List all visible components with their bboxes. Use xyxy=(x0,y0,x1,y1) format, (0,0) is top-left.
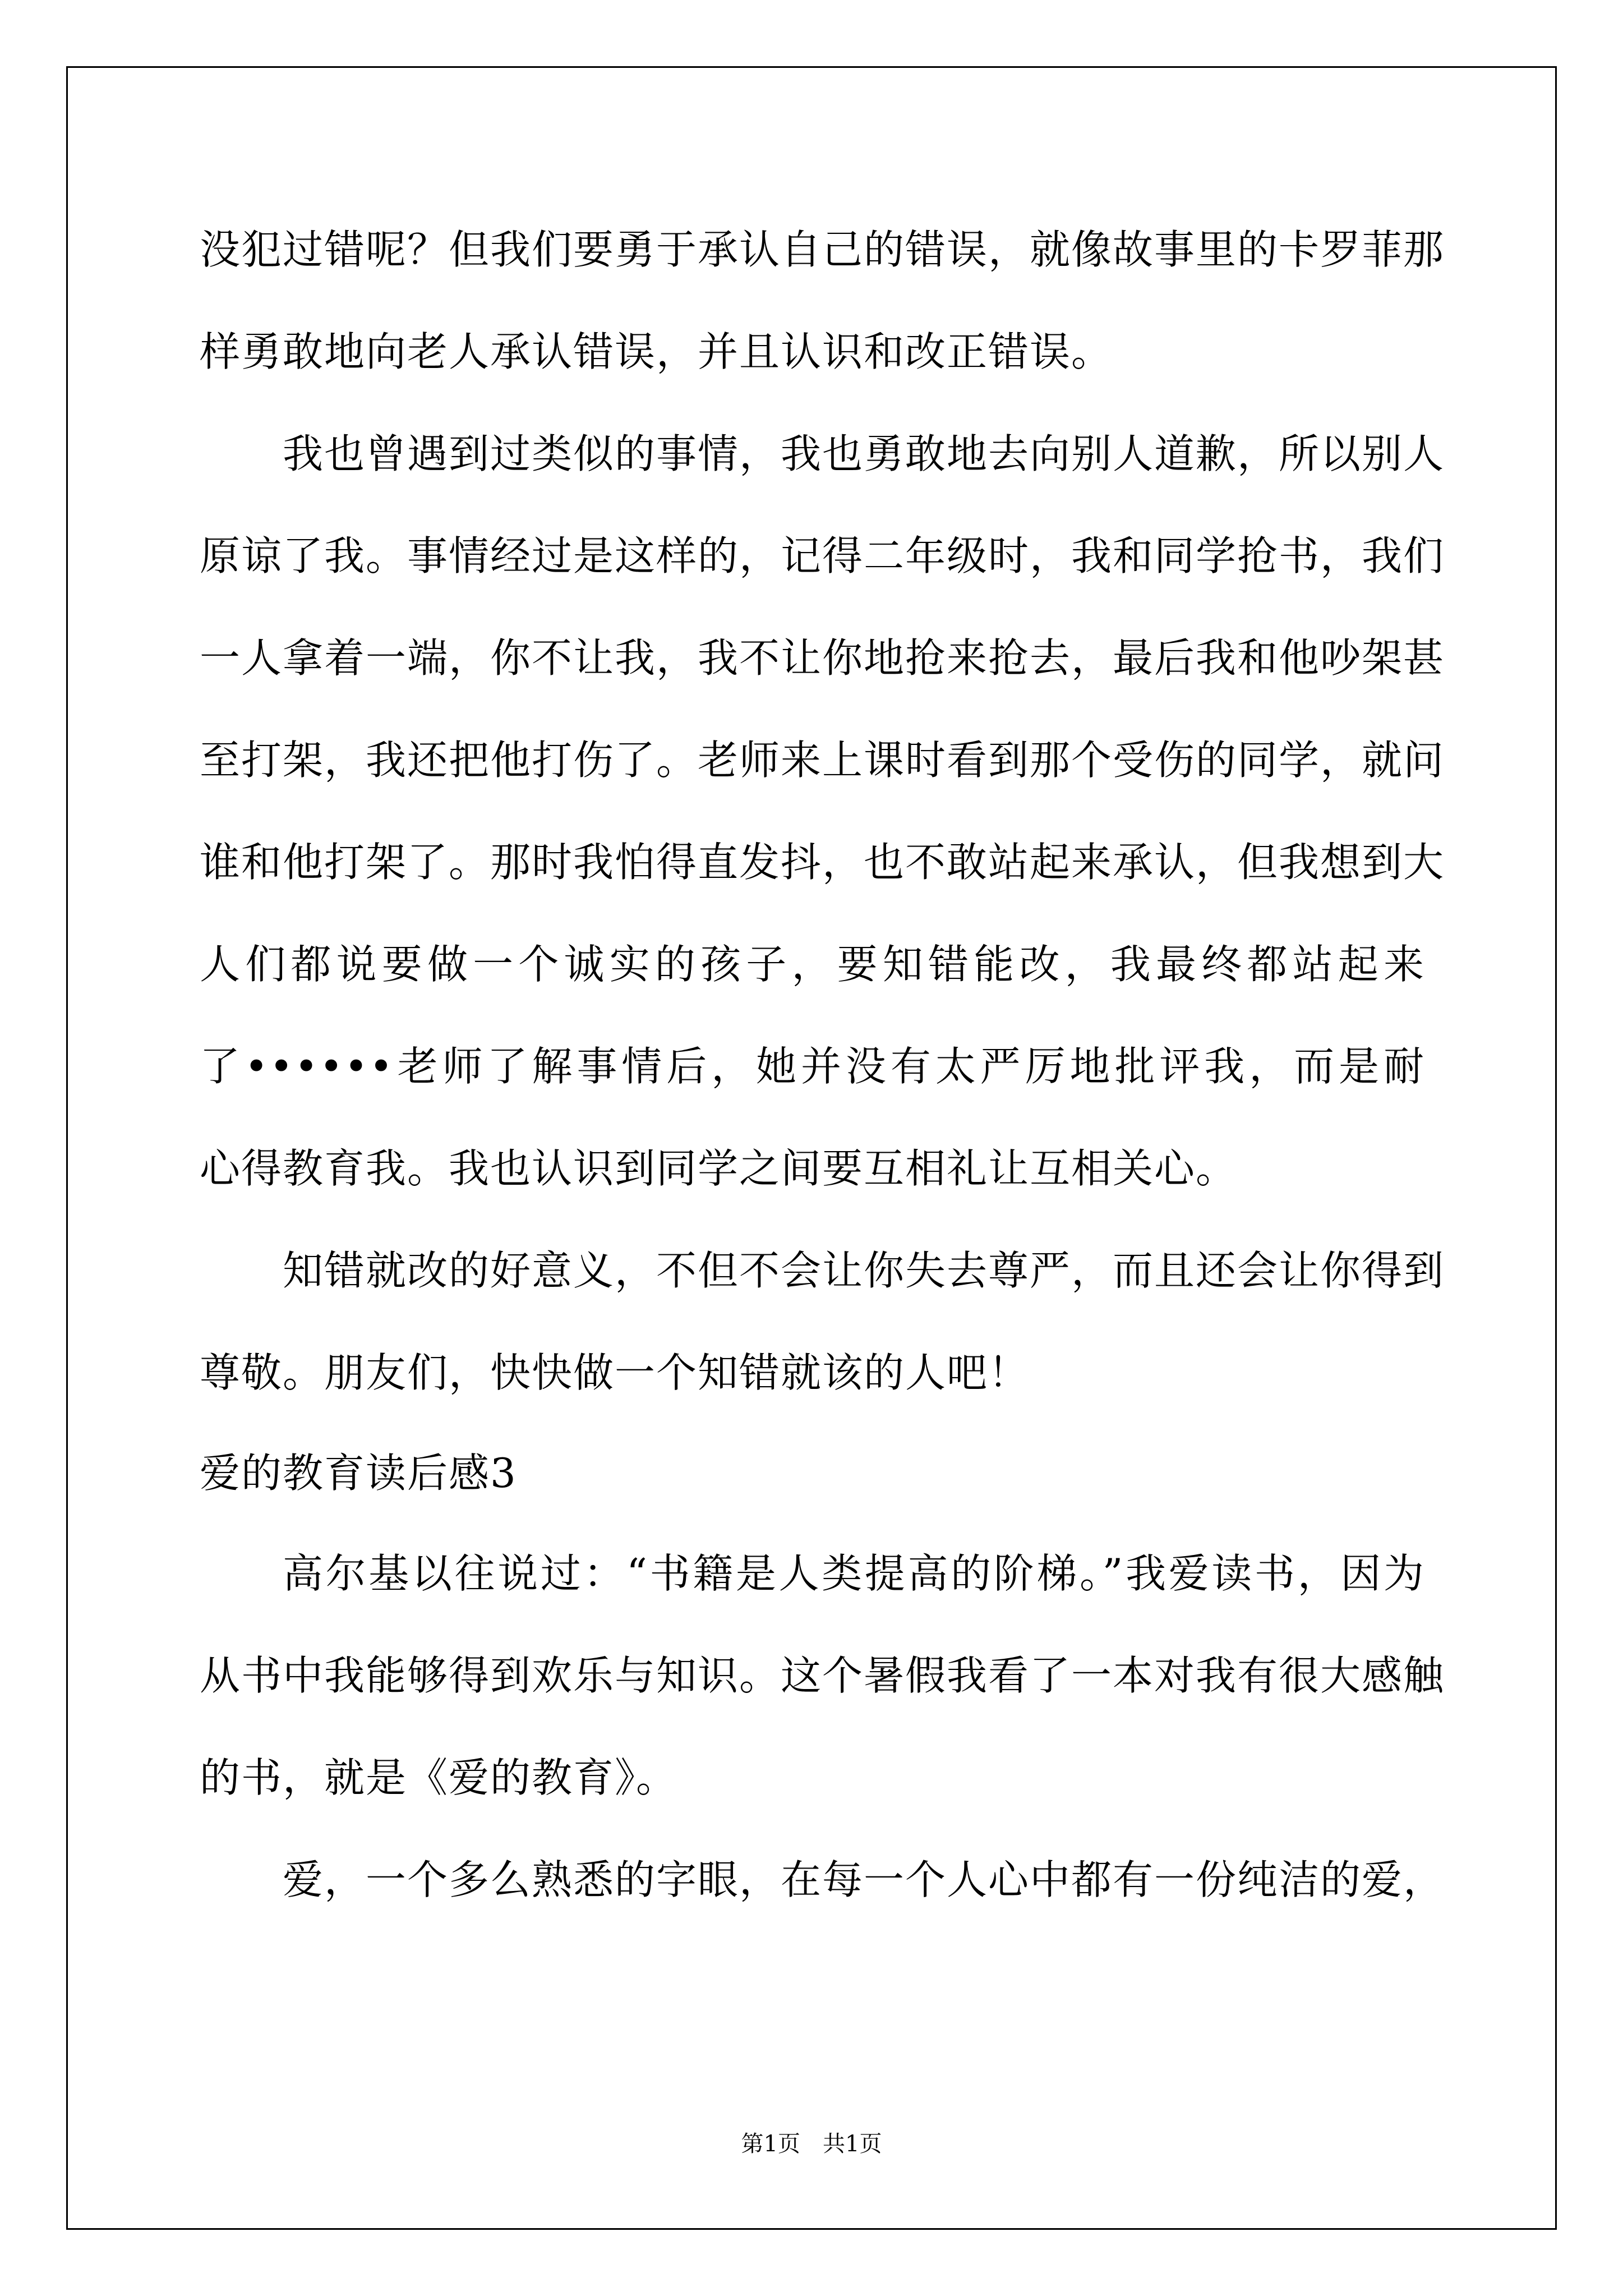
section-heading: 爱的教育读后感3 xyxy=(200,1450,517,1497)
text-line-6: 至打架，我还把他打伤了。老师来上课时看到那个受伤的同学，就问 xyxy=(200,737,1445,784)
text-line-1: 没犯过错呢？但我们要勇于承认自己的错误，就像故事里的卡罗菲那 xyxy=(200,226,1445,273)
text-line-4: 原谅了我。事情经过是这样的，记得二年级时，我和同学抢书，我们 xyxy=(200,532,1445,579)
text-line-15: 的书，就是《爱的教育》。 xyxy=(200,1754,678,1801)
text-line-14: 从书中我能够得到欢乐与知识。这个暑假我看了一本对我有很大感触 xyxy=(200,1652,1445,1699)
text-line-9: 了••••••老师了解事情后，她并没有太严厉地批评我，而是耐 xyxy=(200,1043,1425,1090)
text-line-5: 一人拿着一端，你不让我，我不让你地抢来抢去，最后我和他吵架甚 xyxy=(200,634,1445,682)
text-line-11: 知错就改的好意义，不但不会让你失去尊严，而且还会让你得到 xyxy=(283,1247,1445,1294)
text-line-3: 我也曾遇到过类似的事情，我也勇敢地去向别人道歉，所以别人 xyxy=(283,430,1445,477)
text-line-7: 谁和他打架了。那时我怕得直发抖，也不敢站起来承认，但我想到大 xyxy=(200,839,1445,886)
page-number-footer: 第1页 共1页 xyxy=(741,2131,882,2157)
text-line-10: 心得教育我。我也认识到同学之间要互相礼让互相关心。 xyxy=(200,1145,1238,1192)
text-line-2: 样勇敢地向老人承认错误，并且认识和改正错误。 xyxy=(200,328,1113,375)
text-line-13: 高尔基以往说过：“书籍是人类提高的阶梯。”我爱读书，因为 xyxy=(283,1550,1425,1597)
text-line-12: 尊敬。朋友们，快快做一个知错就该的人吧！ xyxy=(200,1349,1030,1396)
text-line-16: 爱，一个多么熟悉的字眼，在每一个人心中都有一份纯洁的爱， xyxy=(283,1856,1445,1903)
text-line-8: 人们都说要做一个诚实的孩子，要知错能改，我最终都站起来 xyxy=(200,941,1425,988)
